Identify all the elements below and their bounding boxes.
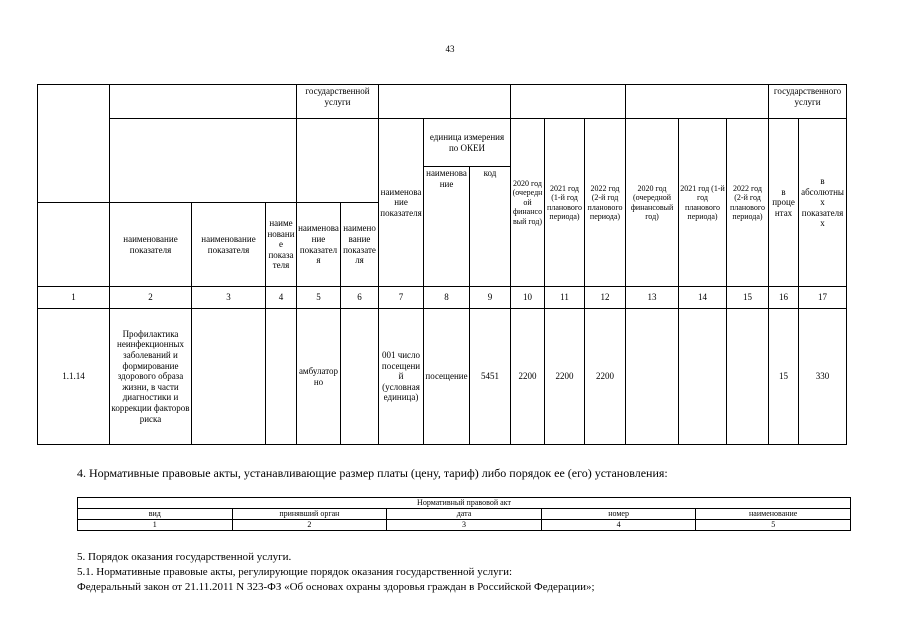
legal-acts-table (77, 497, 851, 531)
header-service: государственной услуги (297, 85, 379, 119)
row-empty-cell (266, 309, 297, 445)
header-unit-name: наименование (424, 167, 470, 287)
header-unit-okei: единица измерения по ОКЕИ (424, 119, 511, 167)
header-volume-2022: 2022 год (2-й год планового периода) (585, 119, 626, 287)
table-row (38, 309, 847, 445)
acts-column-header: наименование (696, 509, 851, 520)
row-volume-2022: 2200 (585, 309, 626, 445)
row-indicator: 001 число посещений (условная единица) (379, 309, 424, 445)
column-number: 7 (379, 287, 424, 309)
column-number: 4 (266, 287, 297, 309)
section-4-title: 4. Нормативные правовые акты, устанавливающие размер платы (цену, тариф) либо порядок ее (его) установления: (77, 466, 668, 480)
acts-column-header: дата (387, 509, 542, 520)
header-volume-2020: 2020 год (очередной финансовый год) (511, 119, 545, 287)
acts-caption: Нормативный правовой акт (78, 498, 851, 509)
header-blank-cell (110, 119, 297, 203)
acts-column-number: 4 (541, 520, 696, 531)
acts-column-header: принявший орган (232, 509, 387, 520)
acts-column-number: 5 (696, 520, 851, 531)
column-number: 1 (38, 287, 110, 309)
header-price-2020: 2020 год (очередной финансовый год) (626, 119, 679, 287)
row-empty-cell (192, 309, 266, 445)
column-number: 13 (626, 287, 679, 309)
column-number: 10 (511, 287, 545, 309)
column-number: 15 (727, 287, 769, 309)
header-indicator-name: наименование показателя (379, 119, 424, 287)
header-price-2021: 2021 год (1-й год планового периода) (679, 119, 727, 287)
page-number: 43 (445, 44, 455, 54)
header-deviation-absolute: в абсолютных показателях (799, 119, 847, 287)
header-deviation-percent: в процентах (769, 119, 799, 287)
row-unit-name: посещение (424, 309, 470, 445)
acts-column-header: вид (78, 509, 233, 520)
header-condition-2: наименование показателя (341, 203, 379, 287)
column-number: 17 (799, 287, 847, 309)
row-empty-cell (679, 309, 727, 445)
column-number: 2 (110, 287, 192, 309)
column-number: 11 (545, 287, 585, 309)
header-unit-code: код (470, 167, 511, 287)
section-5 (77, 550, 595, 595)
acts-column-header: номер (541, 509, 696, 520)
row-empty-cell (727, 309, 769, 445)
column-number: 5 (297, 287, 341, 309)
column-number: 14 (679, 287, 727, 309)
column-number: 16 (769, 287, 799, 309)
section-5-title: 5. Порядок оказания государственной услуги. (77, 551, 292, 563)
column-number: 3 (192, 287, 266, 309)
row-condition: амбулаторно (297, 309, 341, 445)
header-blank-cell (511, 85, 626, 119)
header-blank-cell (110, 85, 297, 119)
row-empty-cell (341, 309, 379, 445)
service-volume-table (37, 84, 847, 445)
row-code: 1.1.14 (38, 309, 110, 445)
column-number: 12 (585, 287, 626, 309)
row-volume-2021: 2200 (545, 309, 585, 445)
section-5-1-title: 5.1. Нормативные правовые акты, регулирующие порядок оказания государственной услуги: (77, 566, 513, 578)
column-number: 9 (470, 287, 511, 309)
row-deviation-percent: 15 (769, 309, 799, 445)
header-content-2: наименование показателя (192, 203, 266, 287)
header-content-3: наименование показателя (266, 203, 297, 287)
column-number: 6 (341, 287, 379, 309)
header-blank-cell (297, 119, 379, 203)
header-deviation: государственного услуги (769, 85, 847, 119)
acts-column-number: 3 (387, 520, 542, 531)
header-condition-1: наименование показателя (297, 203, 341, 287)
row-empty-cell (626, 309, 679, 445)
header-blank-cell (626, 85, 769, 119)
column-number: 8 (424, 287, 470, 309)
acts-column-number: 1 (78, 520, 233, 531)
header-content-1: наименование показателя (110, 203, 192, 287)
row-deviation-absolute: 330 (799, 309, 847, 445)
row-content: Профилактика неинфекционных заболеваний и формирование здорового образа жизни, в части диагностики и коррекции факторов риска (110, 309, 192, 445)
row-volume-2020: 2200 (511, 309, 545, 445)
header-blank-cell (38, 203, 110, 287)
header-volume-2021: 2021 год (1-й год планового периода) (545, 119, 585, 287)
header-blank-cell (379, 85, 511, 119)
acts-column-number: 2 (232, 520, 387, 531)
law-reference: Федеральный закон от 21.11.2011 N 323-ФЗ «Об основах охраны здоровья граждан в Российской Федерации»; (77, 581, 595, 593)
row-unit-code: 5451 (470, 309, 511, 445)
header-blank-cell (38, 85, 110, 203)
header-price-2022: 2022 год (2-й год планового периода) (727, 119, 769, 287)
